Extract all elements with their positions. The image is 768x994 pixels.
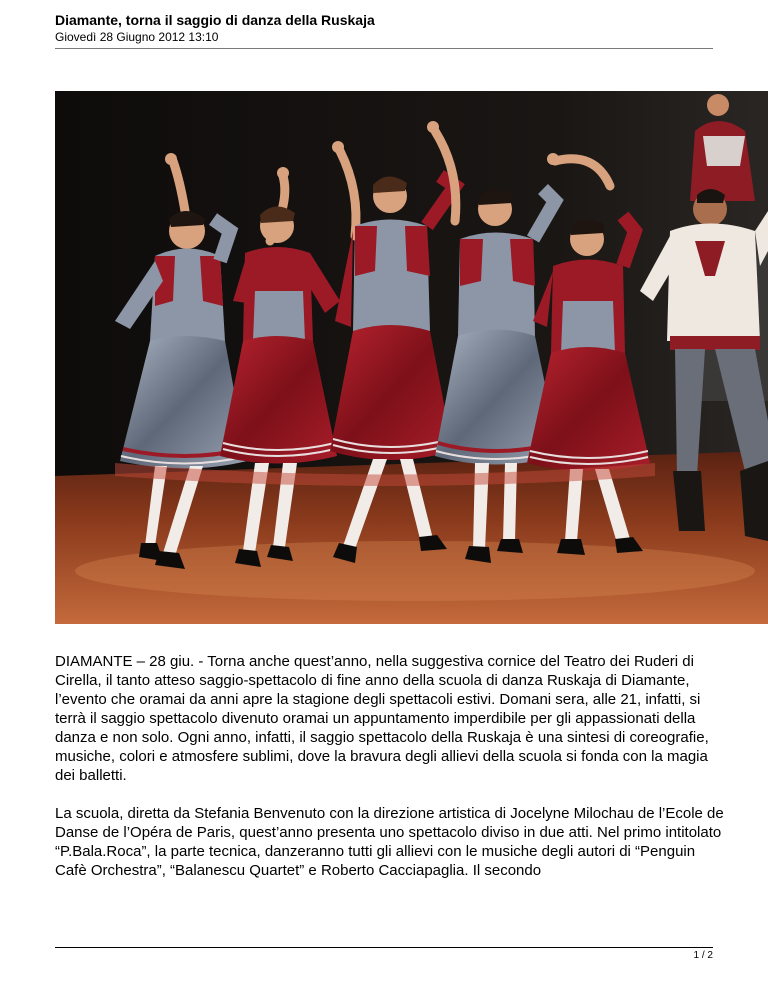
page-number: 1 / 2 [693, 950, 713, 961]
article-paragraph-2: La scuola, diretta da Stefania Benvenuto con la direzione artistica di Jocelyne Milochau de l’Ecole de Danse de l’Opéra de Paris, quest’anno presenta uno spettacolo diviso in due atti. Nel primo intitolato “P.Bala.Roca”, la parte tecnica, danzeranno tutti gli allievi con le musiche degli autori di “Penguin Cafè Orchestra”, “Balanescu Quartet” e Roberto Cacciapaglia. Il secondo [55, 805, 724, 879]
article-paragraph-1: DIAMANTE – 28 giu. - Torna anche quest’anno, nella suggestiva cornice del Teatro dei Ruderi di Cirella, il tanto atteso saggio-spettacolo di fine anno della scuola di danza Ruskaja di Diamante, l’evento che oramai da anni apre la stagione degli spettacoli estivi. Domani sera, alle 21, infatti, si terrà il saggio spettacolo divenuto oramai un appuntamento imperdibile per gli appassionati della danza e non solo. Ogni anno, infatti, il saggio spettacolo della Ruskaja è una sintesi di coreografie, musiche, colori e atmosfere sublimi, dove la bravura degli allievi della scuola si fonda con la magia dei balletti. [55, 653, 709, 784]
header-divider [55, 48, 713, 49]
dance-photo [55, 91, 768, 624]
article-title: Diamante, torna il saggio di danza della Ruskaja [55, 12, 375, 28]
footer-divider [55, 947, 713, 948]
dance-photo-illustration [55, 91, 768, 624]
floor-reflection [75, 541, 755, 601]
page-header [55, 12, 713, 45]
article-date: Giovedì 28 Giugno 2012 13:10 [55, 30, 219, 44]
